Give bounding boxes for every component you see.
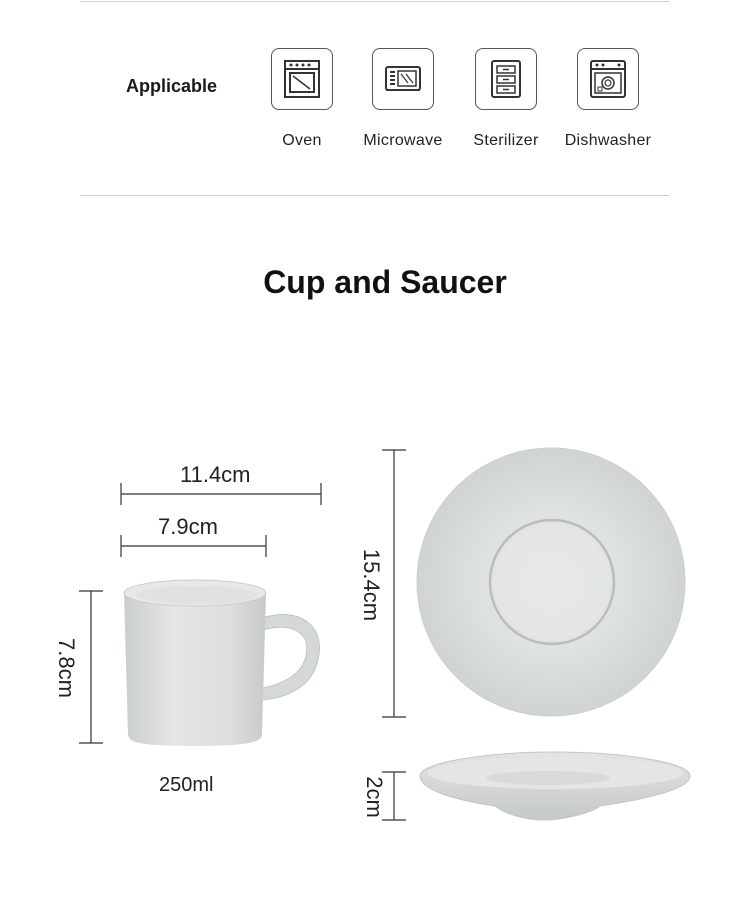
sterilizer-label: Sterilizer [473,132,539,149]
saucer-diameter-dimension-line [382,450,406,717]
microwave-label: Microwave [363,132,443,149]
saucer-diameter-label: 15.4cm [359,548,385,622]
cup-body-width-label: 7.9cm [158,514,218,539]
cup-height-label: 7.8cm [53,638,79,698]
cup-total-width-label: 11.4cm [180,462,251,487]
section-title: Cup and Saucer [263,264,507,300]
cup-height-dimension-line [79,591,103,743]
dishwasher-label: Dishwasher [564,132,652,149]
saucer-top-view-image [417,448,685,716]
applicable-label: Applicable [126,76,218,96]
cup-image [124,580,319,746]
cup-capacity-label: 250ml [159,774,214,796]
saucer-height-label: 2cm [361,776,387,818]
saucer-side-view-image [420,752,690,820]
oven-label: Oven [282,132,322,149]
